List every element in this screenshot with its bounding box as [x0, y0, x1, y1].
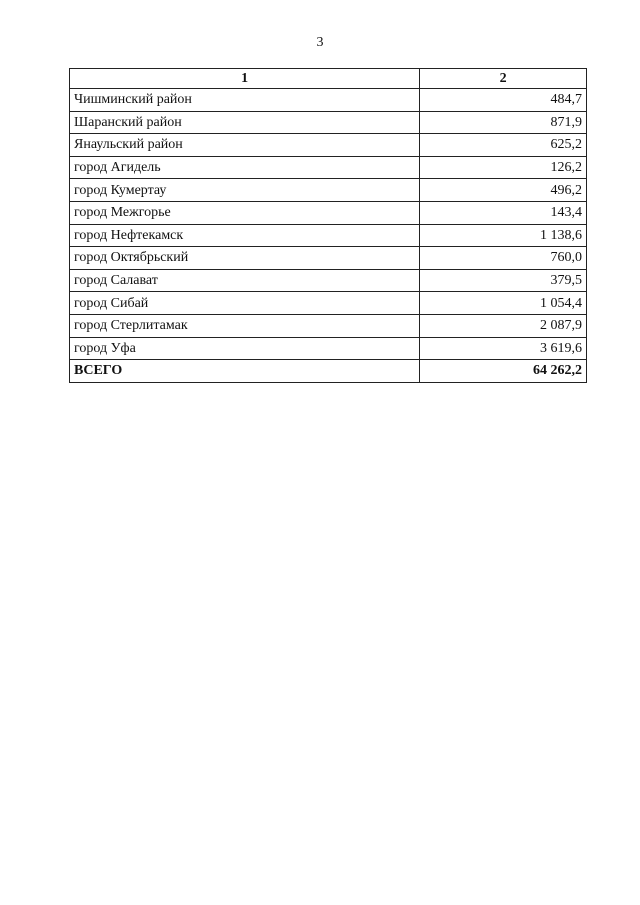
row-value: 2 087,9 — [420, 314, 587, 337]
table-row — [70, 111, 587, 134]
row-value: 126,2 — [420, 156, 587, 179]
table-row — [70, 201, 587, 224]
row-value: 1 054,4 — [420, 292, 587, 315]
row-name: город Октябрьский — [70, 247, 420, 270]
data-table — [69, 68, 587, 383]
row-name: город Уфа — [70, 337, 420, 360]
table-header-row — [70, 69, 587, 89]
column-header-2: 2 — [420, 69, 587, 89]
column-header-1: 1 — [70, 69, 420, 89]
row-value: 760,0 — [420, 247, 587, 270]
row-value: 625,2 — [420, 134, 587, 157]
table-row — [70, 337, 587, 360]
row-name: город Кумертау — [70, 179, 420, 202]
table-row — [70, 292, 587, 315]
row-value: 379,5 — [420, 269, 587, 292]
total-value: 64 262,2 — [420, 360, 587, 383]
row-value: 1 138,6 — [420, 224, 587, 247]
row-name: Чишминский район — [70, 89, 420, 112]
row-name: город Стерлитамак — [70, 314, 420, 337]
table-row — [70, 247, 587, 270]
table-row — [70, 269, 587, 292]
row-name: город Межгорье — [70, 201, 420, 224]
total-label: ВСЕГО — [70, 360, 420, 383]
table-row — [70, 156, 587, 179]
row-name: город Агидель — [70, 156, 420, 179]
row-name: город Салават — [70, 269, 420, 292]
total-row — [70, 360, 587, 383]
table-row — [70, 89, 587, 112]
row-value: 3 619,6 — [420, 337, 587, 360]
row-name: Янаульский район — [70, 134, 420, 157]
table-row — [70, 134, 587, 157]
row-name: город Нефтекамск — [70, 224, 420, 247]
row-name: город Сибай — [70, 292, 420, 315]
table-row — [70, 179, 587, 202]
page-number: 3 — [316, 35, 324, 50]
row-value: 871,9 — [420, 111, 587, 134]
row-value: 496,2 — [420, 179, 587, 202]
table-row — [70, 224, 587, 247]
row-value: 484,7 — [420, 89, 587, 112]
table-row — [70, 314, 587, 337]
row-value: 143,4 — [420, 201, 587, 224]
row-name: Шаранский район — [70, 111, 420, 134]
